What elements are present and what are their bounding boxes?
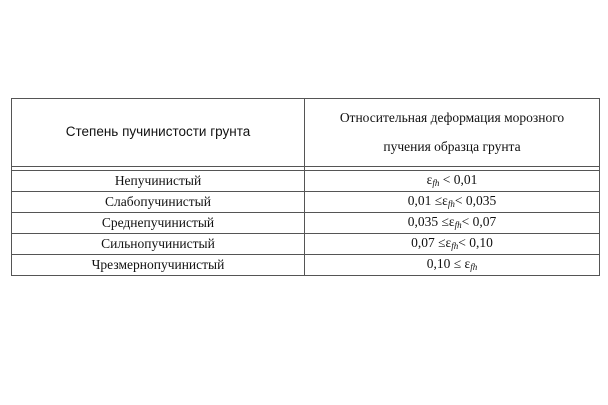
degree-cell: Сильнопучинистый [12,234,305,255]
header-deformation-line-2: пучения образца грунта [383,138,521,154]
header-deformation-line-1: Относительная деформация морозного [339,109,565,125]
epsilon-symbol: ε [426,172,433,188]
range-upper: < 0,10 [458,235,493,251]
degree-cell: Чрезмернопучинистый [12,255,305,276]
epsilon-subscript: fh [447,199,455,210]
range-lower: 0,10 ≤ [426,256,465,272]
epsilon-subscript: fh [432,178,440,189]
epsilon-subscript: fh [451,241,459,252]
table-row [12,234,600,255]
frost-heave-table [11,98,600,276]
header-degree: Степень пучинистости грунта [12,99,305,167]
epsilon-symbol: ε [445,235,452,251]
table-row [12,213,600,234]
range-lower: 0,035 ≤ [407,214,449,230]
epsilon-subscript: fh [470,262,478,273]
deformation-cell [305,171,600,192]
table-row [12,255,600,276]
header-deformation [305,99,600,167]
deformation-cell [305,192,600,213]
deformation-cell [305,213,600,234]
epsilon-subscript: fh [454,220,462,231]
table-row [12,192,600,213]
range-upper: < 0,035 [454,193,497,209]
range-upper: < 0,07 [461,214,497,230]
range-lower: 0,07 ≤ [411,235,446,251]
deformation-cell [305,255,600,276]
range-lower: 0,01 ≤ [407,193,443,209]
epsilon-symbol: ε [464,256,471,272]
degree-cell: Слабопучинистый [12,192,305,213]
epsilon-symbol: ε [442,193,448,209]
range-upper: < 0,01 [442,172,478,188]
table-header-row [12,99,600,167]
degree-cell: Среднепучинистый [12,213,305,234]
degree-cell: Непучинистый [12,171,305,192]
table-row [12,171,600,192]
epsilon-symbol: ε [448,214,455,230]
deformation-cell [305,234,600,255]
